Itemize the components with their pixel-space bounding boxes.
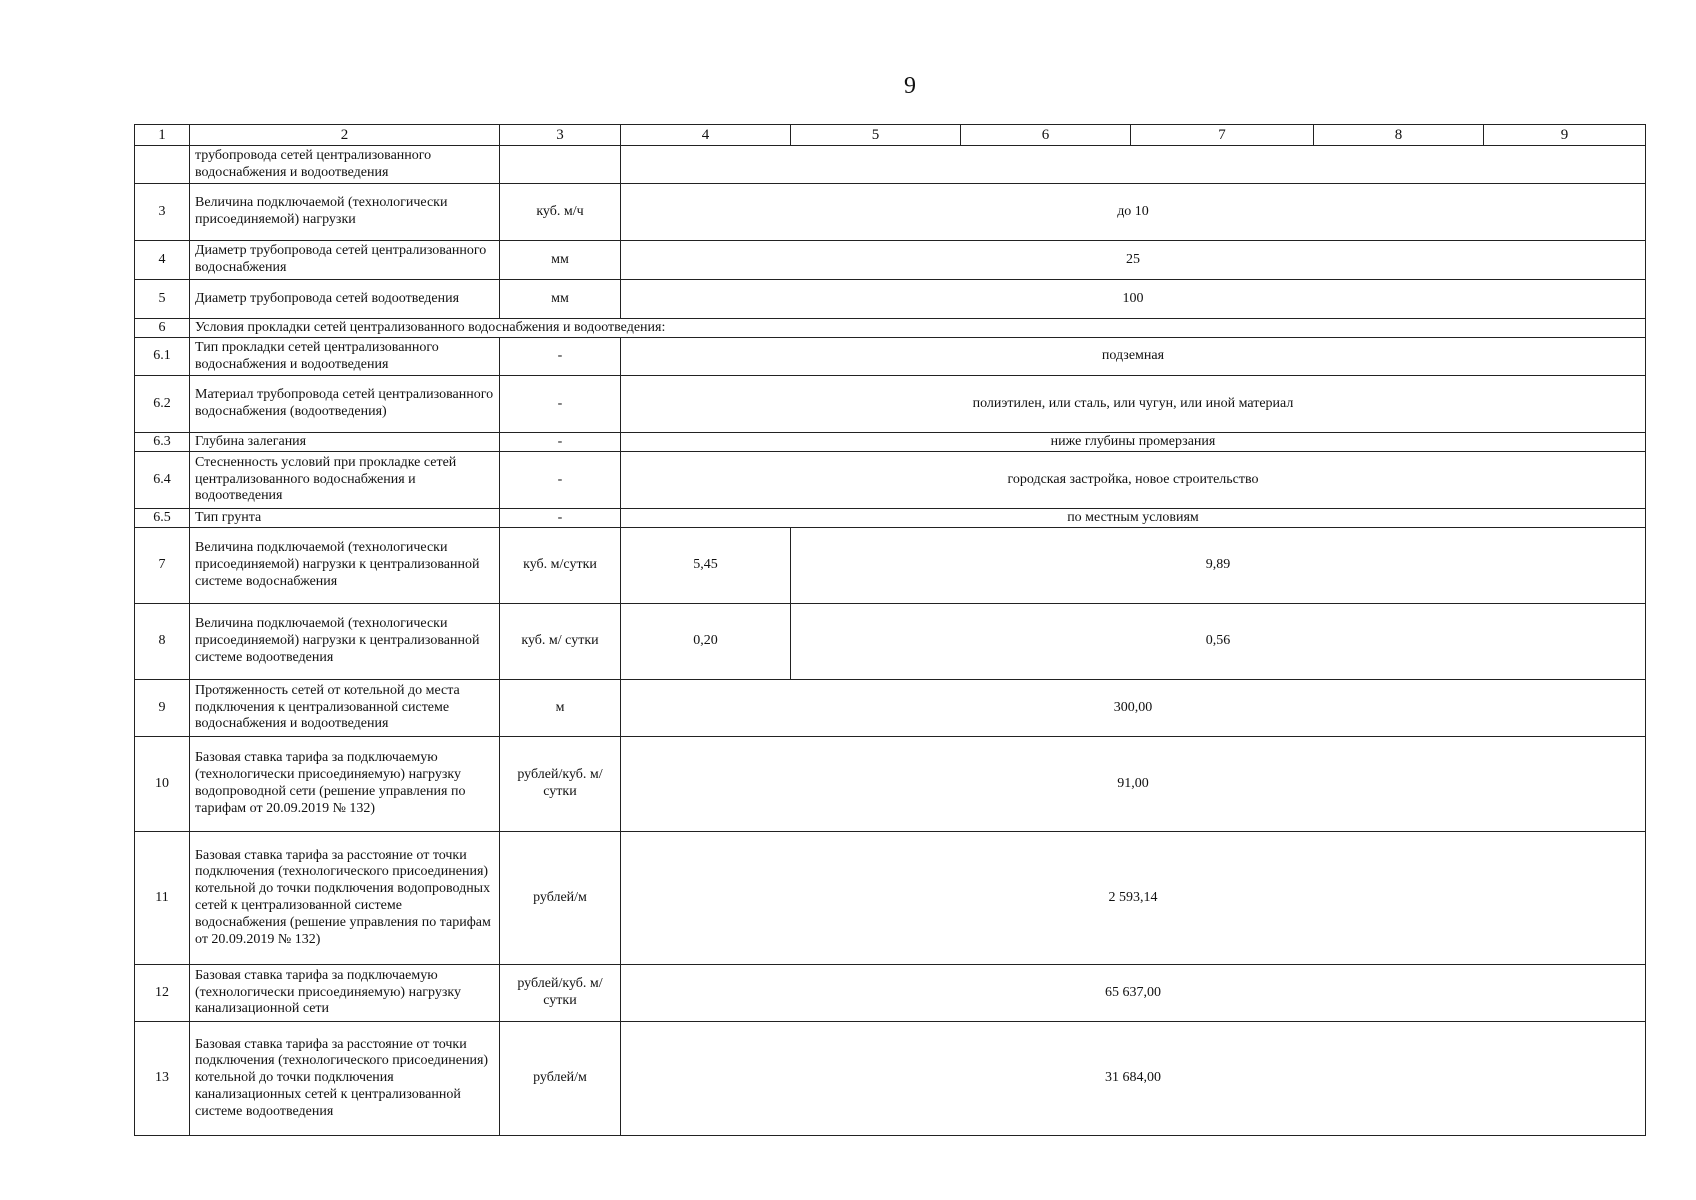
row-description: Величина подключаемой (технологически присоединяемой) нагрузки [190, 184, 500, 241]
table-row [135, 376, 1646, 433]
table-row [135, 280, 1646, 319]
row-value: 300,00 [621, 680, 1646, 737]
table-row [135, 241, 1646, 280]
row-unit: рублей/куб. м/сутки [500, 737, 621, 832]
row-value-col5-9: 0,56 [791, 604, 1646, 680]
row-description: трубопровода сетей централизованного водоснабжения и водоотведения [190, 146, 500, 184]
table-row [135, 965, 1646, 1022]
row-unit: м [500, 680, 621, 737]
row-description: Тип прокладки сетей централизованного водоснабжения и водоотведения [190, 338, 500, 376]
row-description: Тип грунта [190, 509, 500, 528]
row-number: 6.2 [135, 376, 190, 433]
row-number: 6.5 [135, 509, 190, 528]
row-unit: - [500, 509, 621, 528]
row-number: 6.1 [135, 338, 190, 376]
page-number: 9 [904, 73, 916, 99]
header-cell: 7 [1131, 125, 1314, 146]
header-cell: 4 [621, 125, 791, 146]
row-unit: - [500, 376, 621, 433]
row-value: 2 593,14 [621, 832, 1646, 965]
table-row [135, 528, 1646, 604]
row-value: по местным условиям [621, 509, 1646, 528]
specifications-table [134, 124, 1646, 1136]
row-number: 4 [135, 241, 190, 280]
header-cell: 3 [500, 125, 621, 146]
header-cell: 6 [961, 125, 1131, 146]
row-value: 100 [621, 280, 1646, 319]
row-description: Стесненность условий при прокладке сетей централизованного водоснабжения и водоотведения [190, 452, 500, 509]
row-description: Глубина залегания [190, 433, 500, 452]
table-row [135, 680, 1646, 737]
section-heading: Условия прокладки сетей централизованного водоснабжения и водоотведения: [190, 319, 1646, 338]
row-number: 7 [135, 528, 190, 604]
row-value-col5-9: 9,89 [791, 528, 1646, 604]
row-unit: куб. м/ч [500, 184, 621, 241]
table-row [135, 146, 1646, 184]
header-cell: 2 [190, 125, 500, 146]
row-number: 12 [135, 965, 190, 1022]
row-unit: рублей/куб. м/сутки [500, 965, 621, 1022]
row-description: Величина подключаемой (технологически присоединяемой) нагрузки к централизованной системе водоотведения [190, 604, 500, 680]
row-number: 10 [135, 737, 190, 832]
table-row [135, 832, 1646, 965]
table-header-row [135, 125, 1646, 146]
table-row [135, 452, 1646, 509]
row-unit: рублей/м [500, 1022, 621, 1136]
row-unit: мм [500, 280, 621, 319]
row-number: 11 [135, 832, 190, 965]
row-number: 13 [135, 1022, 190, 1136]
row-unit: - [500, 433, 621, 452]
table-row [135, 433, 1646, 452]
row-value: подземная [621, 338, 1646, 376]
row-value: ниже глубины промерзания [621, 433, 1646, 452]
table-row [135, 1022, 1646, 1136]
row-number: 6.3 [135, 433, 190, 452]
row-unit: мм [500, 241, 621, 280]
header-cell: 8 [1314, 125, 1484, 146]
header-cell: 1 [135, 125, 190, 146]
row-value: до 10 [621, 184, 1646, 241]
row-description: Протяженность сетей от котельной до места подключения к централизованной системе водоснабжения и водоотведения [190, 680, 500, 737]
row-number: 6.4 [135, 452, 190, 509]
header-cell: 5 [791, 125, 961, 146]
row-description: Базовая ставка тарифа за подключаемую (технологически присоединяемую) нагрузку водопроводной сети (решение управления по тарифам от 20.09.2019 № 132) [190, 737, 500, 832]
row-value: 25 [621, 241, 1646, 280]
table-row [135, 737, 1646, 832]
row-value: городская застройка, новое строительство [621, 452, 1646, 509]
row-description: Базовая ставка тарифа за расстояние от точки подключения (технологического присоединения) котельной до точки подключения канализационных сетей к централизованной системе водоотведения [190, 1022, 500, 1136]
table-row [135, 604, 1646, 680]
row-description: Диаметр трубопровода сетей централизованного водоснабжения [190, 241, 500, 280]
row-number: 3 [135, 184, 190, 241]
row-unit: рублей/м [500, 832, 621, 965]
row-number: 5 [135, 280, 190, 319]
row-unit: куб. м/сутки [500, 528, 621, 604]
row-description: Материал трубопровода сетей централизованного водоснабжения (водоотведения) [190, 376, 500, 433]
table-row [135, 338, 1646, 376]
row-unit: - [500, 338, 621, 376]
row-description: Диаметр трубопровода сетей водоотведения [190, 280, 500, 319]
row-number: 9 [135, 680, 190, 737]
row-value: 65 637,00 [621, 965, 1646, 1022]
table-row [135, 509, 1646, 528]
row-value: полиэтилен, или сталь, или чугун, или иной материал [621, 376, 1646, 433]
row-unit [500, 146, 621, 184]
row-value-col4: 5,45 [621, 528, 791, 604]
row-unit: куб. м/ сутки [500, 604, 621, 680]
row-number: 8 [135, 604, 190, 680]
row-value-col4: 0,20 [621, 604, 791, 680]
row-value [621, 146, 1646, 184]
row-value: 91,00 [621, 737, 1646, 832]
row-description: Базовая ставка тарифа за подключаемую (технологически присоединяемую) нагрузку канализационной сети [190, 965, 500, 1022]
row-description: Базовая ставка тарифа за расстояние от точки подключения (технологического присоединения) котельной до точки подключения водопроводных сетей к централизованной системе водоснабжения (решение управления по тарифам от 20.09.2019 № 132) [190, 832, 500, 965]
row-number [135, 146, 190, 184]
table-row [135, 184, 1646, 241]
row-description: Величина подключаемой (технологически присоединяемой) нагрузки к централизованной системе водоснабжения [190, 528, 500, 604]
header-cell: 9 [1484, 125, 1646, 146]
row-number: 6 [135, 319, 190, 338]
row-unit: - [500, 452, 621, 509]
table-row [135, 319, 1646, 338]
row-value: 31 684,00 [621, 1022, 1646, 1136]
